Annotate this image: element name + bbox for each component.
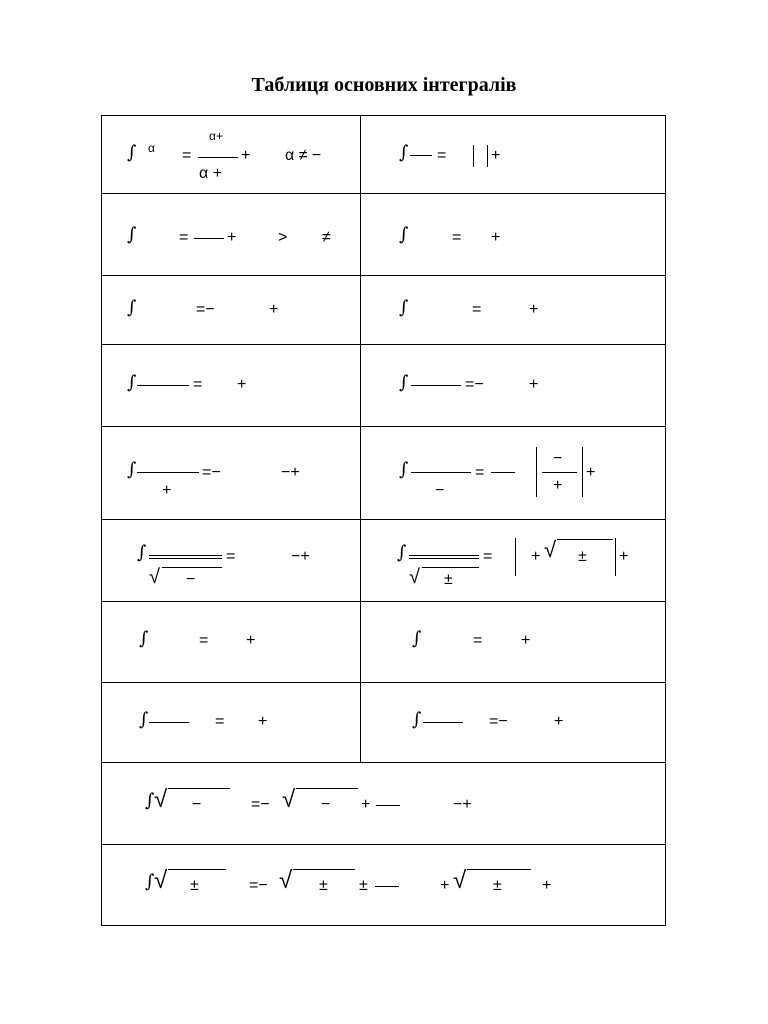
integral-table [101,115,666,926]
numerator: α+ [209,129,223,143]
fraction-bar [149,558,222,559]
fraction-bar [411,472,471,473]
sqrt-sign: √ [282,786,296,813]
row-divider [101,682,666,683]
integral-sign: ∫ [145,871,155,892]
row-divider [101,193,666,194]
equals-sign: = [452,229,462,246]
fraction-bar [491,472,515,473]
integral-sign: ∫ [127,224,137,245]
table-border-left [101,115,102,926]
sqrt-bar [168,869,226,870]
sqrt-sign: √ [544,537,557,562]
sqrt-bar [467,869,531,870]
row-divider [101,844,666,845]
page-title: Таблиця основних інтегралів [251,74,517,96]
integral-sign: ∫ [139,628,149,649]
integral-sign: ∫ [397,542,407,563]
equals-minus: =− [489,713,508,730]
abs-bar-left [515,538,516,576]
row-divider [101,519,666,520]
tail: −+ [291,548,310,565]
row-divider [101,344,666,345]
plus-sign: + [529,376,539,393]
fraction-bar [149,555,222,556]
plus-sign: + [491,229,501,246]
tail: −+ [281,464,300,481]
plus-sign: + [586,464,596,481]
plus-sign: + [554,713,564,730]
integral-sign: ∫ [399,372,409,393]
plus-sign: + [269,301,279,318]
integral-sign: ∫ [127,297,137,318]
row-divider [101,762,666,763]
table-border-top [101,115,666,116]
integral-sign: ∫ [127,372,137,393]
integral-sign: ∫ [399,297,409,318]
plus-minus: ± [190,877,199,894]
sqrt-bar [422,567,479,568]
integral-sign: ∫ [399,459,409,480]
denominator: + [162,482,172,499]
integral-sign: ∫ [127,459,137,480]
row-divider [101,601,666,602]
equals-sign: = [437,147,447,164]
fraction-bar [376,805,400,806]
fraction-bar [542,472,577,473]
integral-sign: ∫ [127,142,137,163]
plus-sign: + [491,147,501,164]
integral-sign: ∫ [412,709,422,730]
abs-bar-right [615,538,616,576]
minus-sign: − [321,796,331,813]
fraction-bar [409,558,479,559]
plus-sign: + [227,229,237,246]
equals-sign: = [472,301,482,318]
sqrt-bar [293,869,355,870]
sqrt-bar [557,539,613,540]
denominator: − [435,482,445,499]
equals-minus: =− [202,464,221,481]
integral-sign: ∫ [145,790,155,811]
plus-sign: + [361,796,371,813]
minus-sign: − [192,796,202,813]
plus-sign: + [542,877,552,894]
fraction-bar [194,238,224,239]
plus-minus: ± [578,548,587,565]
tail: −+ [453,796,472,813]
equals-sign: = [226,548,236,565]
integral-sign: ∫ [399,142,409,163]
sqrt-sign: √ [149,566,160,588]
integral-sign: ∫ [137,542,147,563]
equals-minus: =− [249,877,268,894]
sqrt-sign: √ [453,867,467,894]
fraction-bar [409,555,479,556]
row-divider [101,426,666,427]
table-border-right [665,115,666,926]
equals-sign: = [215,713,225,730]
plus-sign: + [529,301,539,318]
abs-bar-left [536,447,537,497]
fraction-bar [375,886,399,887]
plus-sign: + [531,548,541,565]
plus-sign: + [521,632,531,649]
column-divider [360,115,361,763]
denominator: α + [199,165,223,182]
table-border-bottom [101,925,666,926]
plus-sign: + [619,548,629,565]
fraction-bar [137,385,189,386]
equals-sign: = [475,464,485,481]
plus-sign: + [241,147,251,164]
fraction-bar [423,722,463,723]
denominator: − [186,571,196,588]
not-equal: ≠ [322,229,331,246]
plus-minus: ± [493,877,502,894]
equals-minus: =− [196,301,215,318]
inner-denominator: + [553,477,563,494]
equals-minus: =− [465,376,484,393]
abs-bar-right [582,447,583,497]
plus-minus: ± [319,877,328,894]
sqrt-bar [168,788,230,789]
equals-sign: = [179,229,189,246]
row-divider [101,275,666,276]
integral-sign: ∫ [139,709,149,730]
fraction-bar [137,472,199,473]
denominator: ± [444,571,453,588]
plus-sign: + [246,632,256,649]
greater-than: > [278,229,288,246]
inner-numerator: − [553,450,563,467]
plus-sign: + [440,877,450,894]
sqrt-sign: √ [279,867,293,894]
equals-sign: = [199,632,209,649]
exponent: α [148,141,155,155]
abs-bar-right [487,145,488,167]
equals-sign: = [483,548,493,565]
sqrt-bar [162,567,222,568]
integral-sign: ∫ [399,224,409,245]
condition: α ≠ − [285,147,322,164]
plus-sign: + [237,376,247,393]
sqrt-bar [296,788,358,789]
sqrt-sign: √ [154,786,168,813]
fraction-bar [410,155,432,156]
integral-sign: ∫ [412,628,422,649]
abs-bar-left [473,145,474,167]
sqrt-sign: √ [154,867,168,894]
sqrt-sign: √ [409,566,420,588]
fraction-bar [198,157,238,158]
equals-minus: =− [251,796,270,813]
fraction-bar [411,385,461,386]
equals-sign: = [193,376,203,393]
equals-sign: = [182,147,192,164]
plus-sign: + [258,713,268,730]
fraction-bar [149,722,189,723]
plus-minus: ± [359,877,368,894]
equals-sign: = [473,632,483,649]
